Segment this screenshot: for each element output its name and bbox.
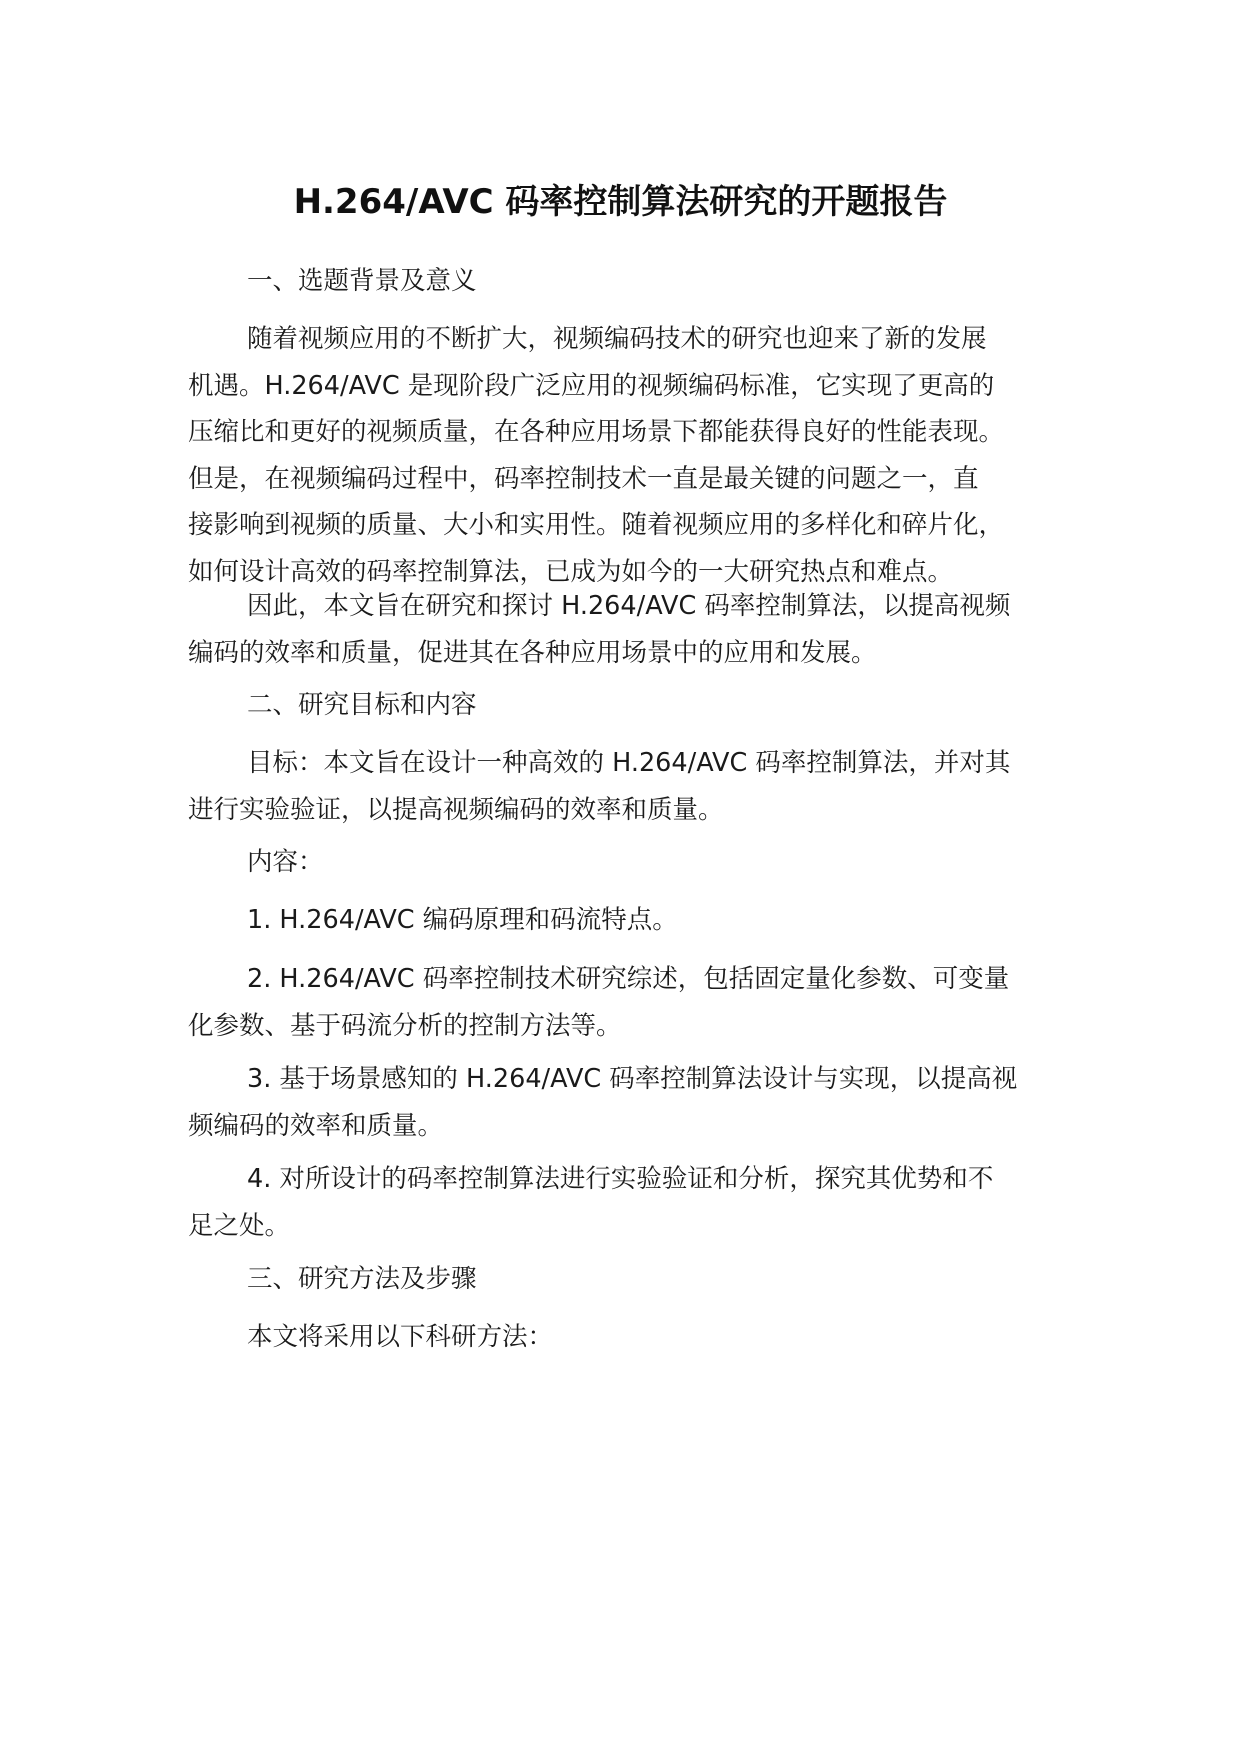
text-line: 本文将采用以下科研方法： xyxy=(247,1322,554,1352)
text-line: 一、选题背景及意义 xyxy=(247,266,477,296)
text-line: 化参数、基于码流分析的控制方法等。 xyxy=(188,1010,622,1041)
text-line: 进行实验验证，以提高视频编码的效率和质量。 xyxy=(188,794,724,825)
text-line: 机遇。H.264/AVC 是现阶段广泛应用的视频编码标准，它实现了更高的 xyxy=(188,370,995,401)
paragraph-content-label xyxy=(188,839,1088,886)
text-line: 因此，本文旨在研究和探讨 H.264/AVC 码率控制算法，以提高视频 xyxy=(247,591,1011,621)
paragraph-background xyxy=(188,316,1088,595)
list-item-2 xyxy=(188,956,1088,1049)
text-line: 足之处。 xyxy=(188,1210,291,1241)
list-item-3 xyxy=(188,1056,1088,1149)
text-line: 三、研究方法及步骤 xyxy=(247,1264,477,1294)
text-line: 随着视频应用的不断扩大，视频编码技术的研究也迎来了新的发展 xyxy=(247,324,987,354)
list-item-1 xyxy=(188,897,1088,944)
text-line: 频编码的效率和质量。 xyxy=(188,1110,444,1141)
text-line: 1. H.264/AVC 编码原理和码流特点。 xyxy=(247,905,678,935)
document-title: H.264/AVC 码率控制算法研究的开题报告 xyxy=(293,182,948,222)
heading-methods xyxy=(188,1256,1088,1303)
heading-background xyxy=(188,258,1088,305)
text-line: 目标：本文旨在设计一种高效的 H.264/AVC 码率控制算法，并对其 xyxy=(247,748,1011,778)
text-line: 2. H.264/AVC 码率控制技术研究综述，包括固定量化参数、可变量 xyxy=(247,964,1010,994)
paragraph-methods xyxy=(188,1314,1088,1361)
paragraph-purpose xyxy=(188,583,1088,676)
list-item-4 xyxy=(188,1156,1088,1249)
text-line: 3. 基于场景感知的 H.264/AVC 码率控制算法设计与实现，以提高视 xyxy=(247,1064,1018,1094)
text-line: 压缩比和更好的视频质量，在各种应用场景下都能获得良好的性能表现。 xyxy=(188,417,1005,447)
text-line: 二、研究目标和内容 xyxy=(247,690,477,720)
text-line: 编码的效率和质量，促进其在各种应用场景中的应用和发展。 xyxy=(188,637,877,668)
text-line: 内容： xyxy=(247,847,324,877)
text-line: 接影响到视频的质量、大小和实用性。随着视频应用的多样化和碎片化， xyxy=(188,510,1005,540)
text-line: 如何设计高效的码率控制算法，已成为如今的一大研究热点和难点。 xyxy=(188,556,954,587)
heading-goals xyxy=(188,682,1088,729)
paragraph-goal xyxy=(188,740,1088,833)
text-line: 但是，在视频编码过程中，码率控制技术一直是最关键的问题之一，直 xyxy=(188,463,979,494)
text-line: 4. 对所设计的码率控制算法进行实验验证和分析，探究其优势和不 xyxy=(247,1164,994,1194)
